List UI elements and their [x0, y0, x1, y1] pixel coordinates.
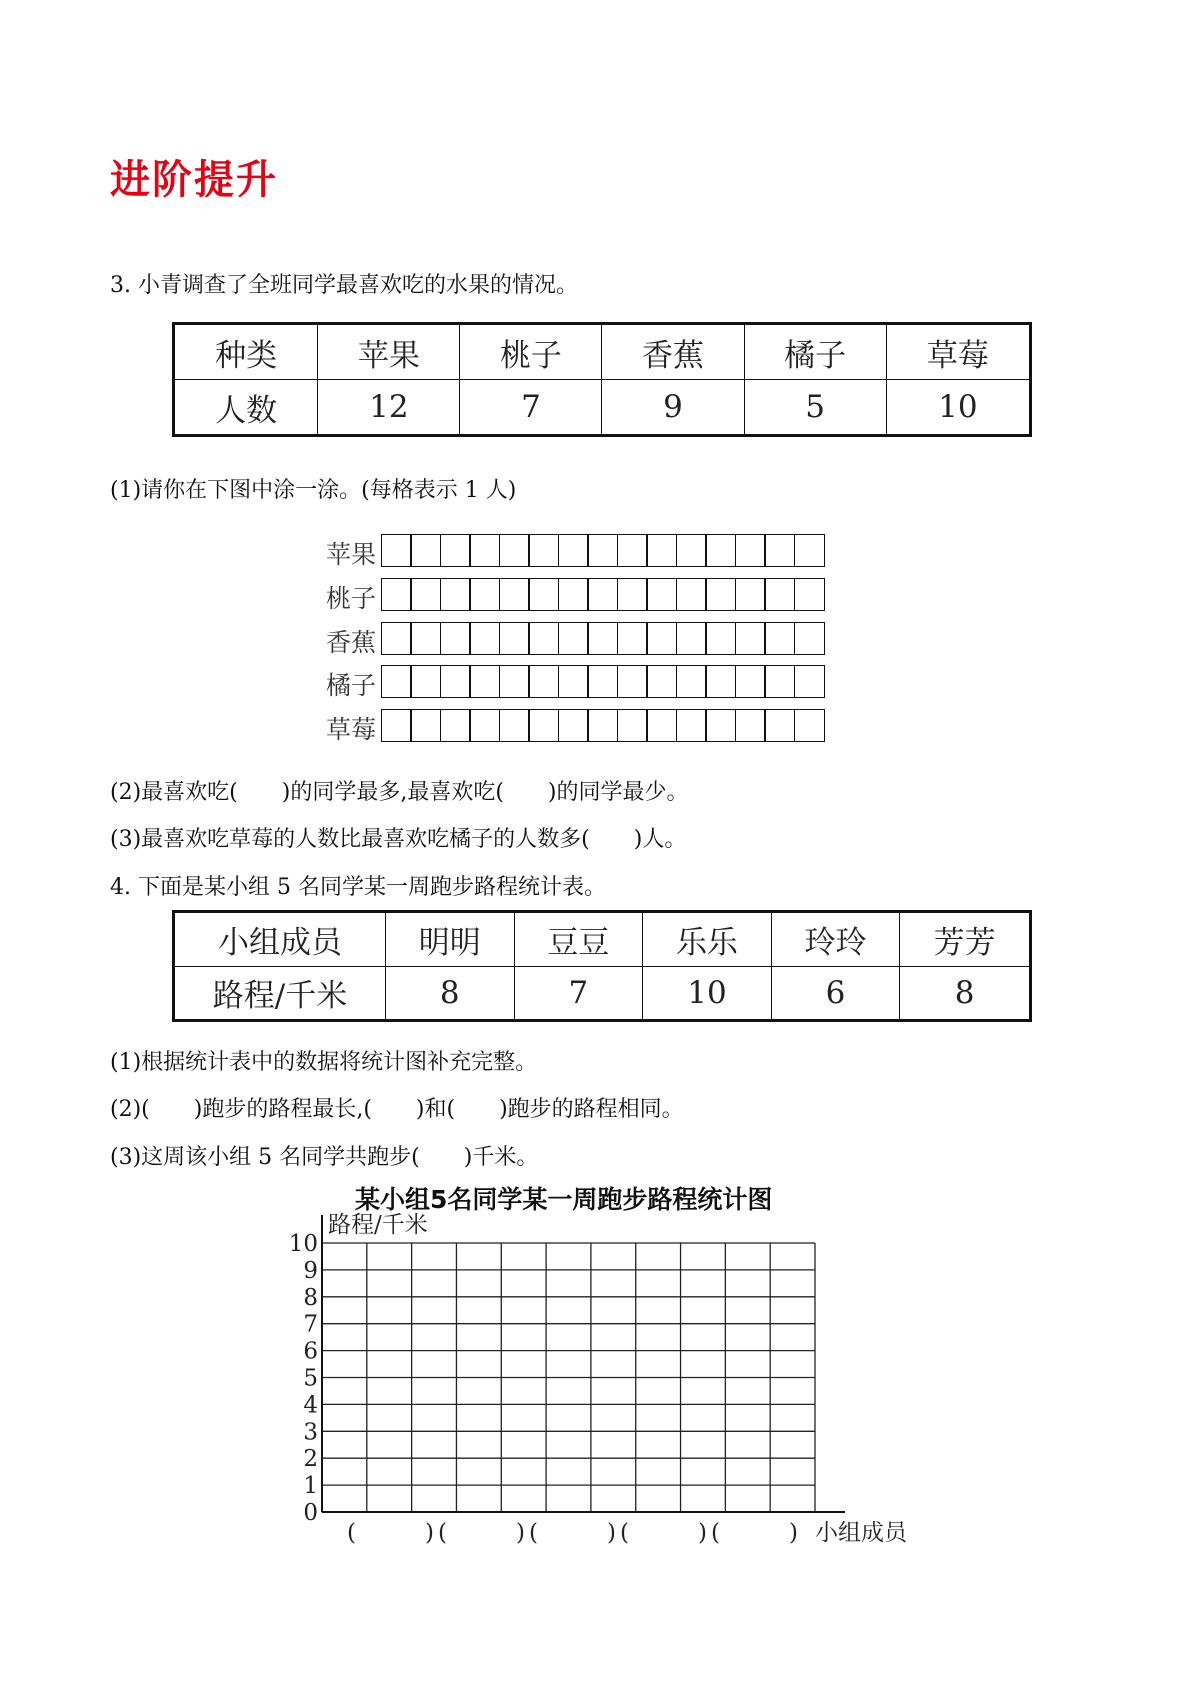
q4-col-name: 芳芳	[900, 912, 1031, 967]
x-category-blank: ( )	[529, 1520, 616, 1546]
x-category-blank: ( )	[347, 1520, 434, 1546]
q3-stem: 3. 小青调查了全班同学最喜欢吃的水果的情况。	[110, 273, 578, 298]
q4-sub1: (1)根据统计表中的数据将统计图补充完整。	[110, 1050, 538, 1075]
q3-col-name: 苹果	[318, 324, 460, 380]
q4-col-name: 乐乐	[643, 912, 772, 967]
section-title: 进阶提升	[110, 156, 278, 203]
y-tick-label: 5	[303, 1365, 318, 1392]
q3-sub2: (2)最喜欢吃( )的同学最多,最喜欢吃( )的同学最少。	[110, 780, 689, 805]
chart-y-ticks	[289, 1231, 318, 1526]
y-tick-label: 9	[303, 1257, 318, 1284]
y-tick-label: 8	[303, 1284, 318, 1311]
y-tick-label: 6	[303, 1338, 318, 1365]
x-category-blank: ( )	[438, 1520, 525, 1546]
grid-row-label: 苹果	[326, 540, 377, 569]
q3-col-value: 5	[744, 380, 886, 436]
grid-row-label: 桃子	[326, 584, 377, 613]
q4-header-label: 小组成员	[174, 912, 386, 967]
y-tick-label: 0	[303, 1500, 318, 1526]
q4-col-value: 10	[643, 966, 772, 1021]
q3-col-value: 9	[602, 380, 744, 436]
y-tick-label: 10	[288, 1231, 318, 1257]
grid-row-label: 橘子	[326, 671, 377, 700]
x-category-blank: ( )	[711, 1520, 798, 1546]
chart-x-label: 小组成员	[815, 1520, 907, 1546]
y-tick-label: 7	[303, 1311, 318, 1338]
y-tick-label: 1	[303, 1473, 318, 1500]
chart-title: 某小组5名同学某一周跑步路程统计图	[355, 1185, 773, 1214]
q3-col-name: 橘子	[744, 324, 886, 380]
q3-col-name: 桃子	[460, 324, 602, 380]
chart-y-label: 路程/千米	[328, 1212, 428, 1238]
q4-col-value: 6	[771, 966, 900, 1021]
q4-stem: 4. 下面是某小组 5 名同学某一周跑步路程统计表。	[110, 875, 606, 900]
y-tick-label: 2	[303, 1446, 318, 1473]
q4-col-value: 8	[386, 966, 515, 1021]
q4-col-value: 7	[514, 966, 643, 1021]
q3-col-name: 草莓	[886, 324, 1030, 380]
grid-row-label: 香蕉	[326, 628, 377, 657]
x-category-blank: ( )	[620, 1520, 707, 1546]
q4-col-value: 8	[900, 966, 1031, 1021]
q3-row-label: 人数	[174, 380, 318, 436]
q3-col-value: 7	[460, 380, 602, 436]
q4-sub2: (2)( )跑步的路程最长,( )和( )跑步的路程相同。	[110, 1097, 684, 1122]
q4-col-name: 玲玲	[771, 912, 900, 967]
q3-sub1: (1)请你在下图中涂一涂。(每格表示 1 人)	[110, 478, 517, 503]
chart-x-blanks	[347, 1520, 798, 1546]
q4-col-name: 明明	[386, 912, 515, 967]
q3-col-value: 12	[318, 380, 460, 436]
q4-row-label: 路程/千米	[174, 966, 386, 1021]
q3-header-label: 种类	[174, 324, 318, 380]
q4-sub3: (3)这周该小组 5 名同学共跑步( )千米。	[110, 1145, 539, 1170]
q4-col-name: 豆豆	[514, 912, 643, 967]
grid-row-label: 草莓	[326, 715, 377, 744]
y-tick-label: 4	[303, 1392, 318, 1419]
chart-grid[interactable]	[322, 1243, 815, 1512]
q3-col-value: 10	[886, 380, 1030, 436]
y-tick-label: 3	[303, 1419, 318, 1446]
q3-col-name: 香蕉	[602, 324, 744, 380]
chart-axes	[322, 1215, 845, 1512]
q3-sub3: (3)最喜欢吃草莓的人数比最喜欢吃橘子的人数多( )人。	[110, 827, 687, 852]
